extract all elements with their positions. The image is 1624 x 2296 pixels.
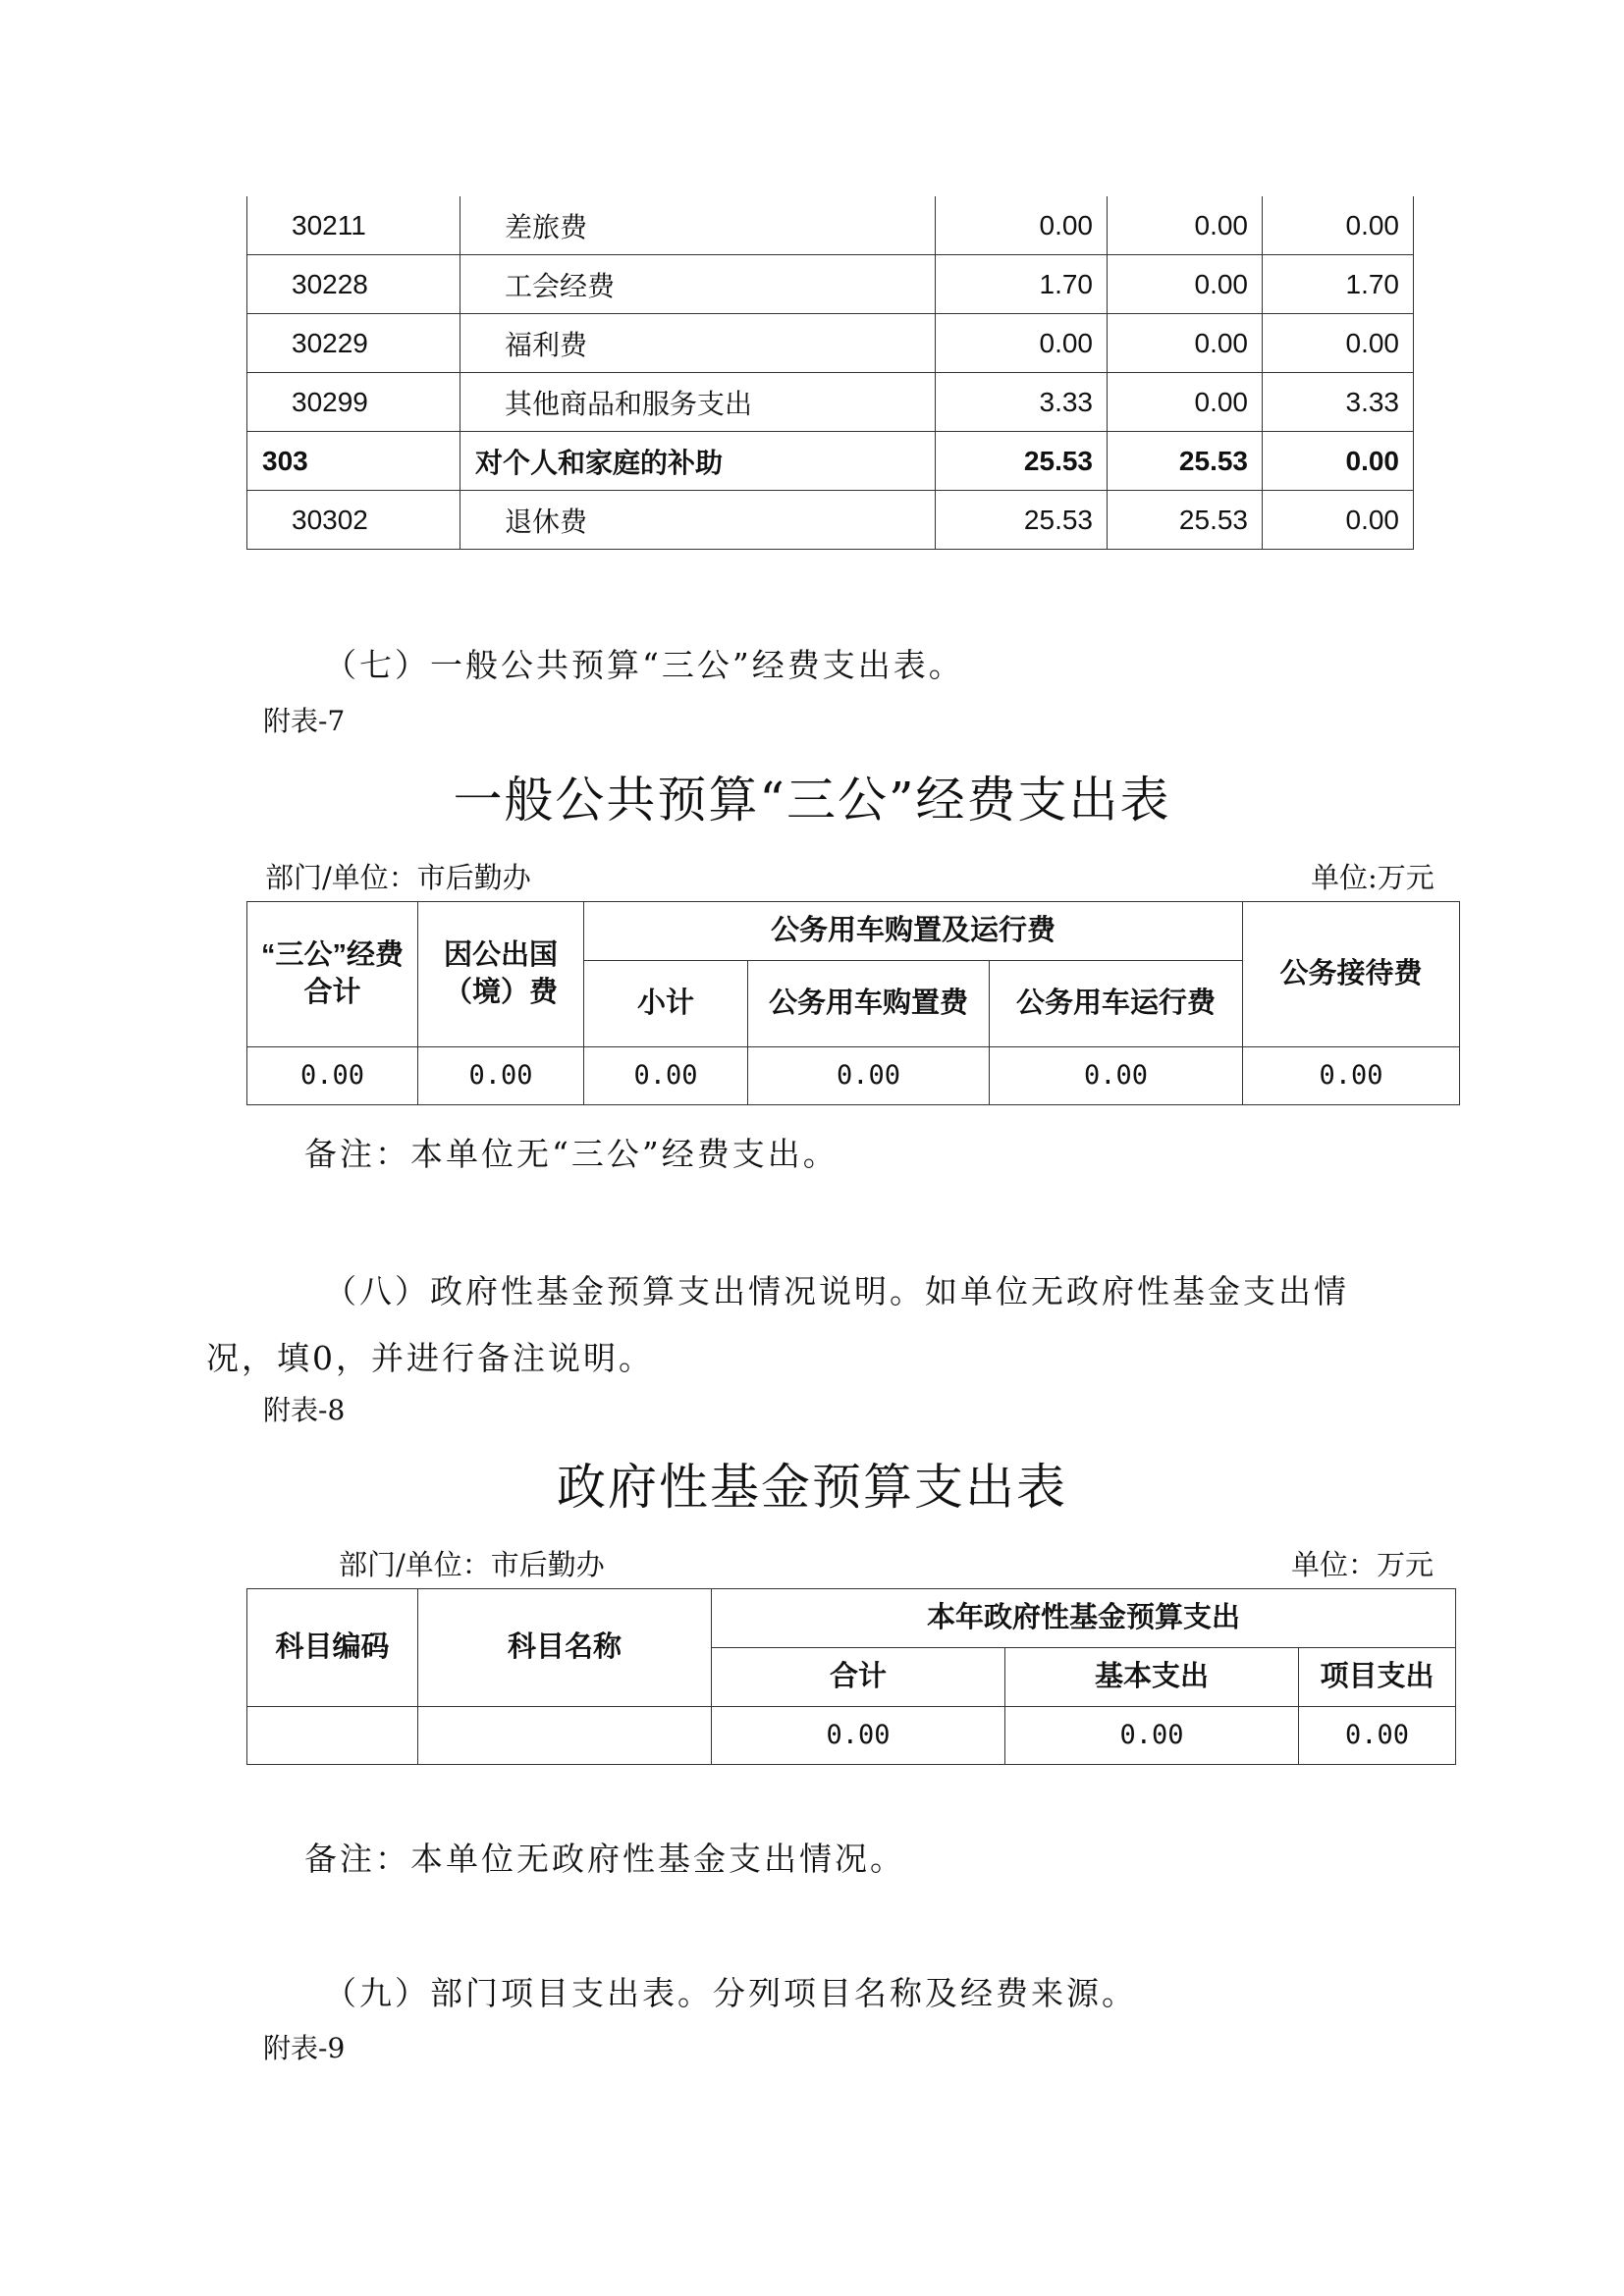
table-row — [247, 314, 1414, 373]
header-fund-basic: 基本支出 — [1005, 1648, 1299, 1707]
total-cell: 1.70 — [936, 255, 1108, 314]
basic-cell: 0.00 — [1108, 373, 1263, 432]
header-vehicle-operation: 公务用车运行费 — [990, 961, 1243, 1047]
total-cell: 0.00 — [936, 314, 1108, 373]
subject-code-cell: 30228 — [247, 255, 460, 314]
header-abroad: 因公出国（境）费 — [418, 902, 584, 1047]
project-cell: 1.70 — [1263, 255, 1414, 314]
header-subtotal: 小计 — [584, 961, 748, 1047]
value-abroad: 0.00 — [418, 1047, 584, 1105]
basic-cell: 25.53 — [1108, 432, 1263, 491]
expense-detail-table — [246, 196, 1414, 550]
value-subject-code — [247, 1707, 418, 1765]
table-row — [247, 432, 1414, 491]
basic-cell: 0.00 — [1108, 196, 1263, 255]
subject-name-cell: 福利费 — [460, 314, 936, 373]
table8-title: 政府性基金预算支出表 — [557, 1459, 1067, 1516]
table7-unit: 单位:万元 — [1311, 861, 1435, 894]
value-vehicle-operation: 0.00 — [990, 1047, 1243, 1105]
appendix-label-8: 附表-8 — [263, 1394, 346, 1426]
total-cell: 25.53 — [936, 491, 1108, 550]
project-cell: 0.00 — [1263, 491, 1414, 550]
subject-name-cell: 对个人和家庭的补助 — [460, 432, 936, 491]
table7-title: 一般公共预算“三公”经费支出表 — [453, 772, 1171, 828]
subject-name-cell: 工会经费 — [460, 255, 936, 314]
section8-heading-line1: （八）政府性基金预算支出情况说明。如单位无政府性基金支出情 — [324, 1272, 1349, 1310]
subject-name-cell: 差旅费 — [460, 196, 936, 255]
subject-code-cell: 30299 — [247, 373, 460, 432]
project-cell: 3.33 — [1263, 373, 1414, 432]
value-subject-name — [418, 1707, 712, 1765]
total-cell: 0.00 — [936, 196, 1108, 255]
basic-cell: 0.00 — [1108, 314, 1263, 373]
header-vehicle-group: 公务用车购置及运行费 — [584, 902, 1243, 961]
subject-code-cell: 30302 — [247, 491, 460, 550]
header-three-public-total: “三公”经费合计 — [247, 902, 418, 1047]
table8-note: 备注：本单位无政府性基金支出情况。 — [304, 1840, 905, 1878]
total-cell: 25.53 — [936, 432, 1108, 491]
basic-cell: 0.00 — [1108, 255, 1263, 314]
header-fund-project: 项目支出 — [1299, 1648, 1456, 1707]
subject-code-cell: 30211 — [247, 196, 460, 255]
project-cell: 0.00 — [1263, 196, 1414, 255]
header-fund-total: 合计 — [712, 1648, 1005, 1707]
header-fund-group: 本年政府性基金预算支出 — [712, 1589, 1456, 1648]
subject-name-cell: 退休费 — [460, 491, 936, 550]
value-fund-project: 0.00 — [1299, 1707, 1456, 1765]
appendix-label-7: 附表-7 — [263, 705, 346, 737]
table-row — [247, 196, 1414, 255]
section7-heading: （七）一般公共预算“三公”经费支出表。 — [324, 646, 964, 684]
appendix-label-9: 附表-9 — [263, 2032, 346, 2064]
table-row — [247, 373, 1414, 432]
header-reception: 公务接待费 — [1243, 902, 1460, 1047]
project-cell: 0.00 — [1263, 432, 1414, 491]
subject-name-cell: 其他商品和服务支出 — [460, 373, 936, 432]
section9-heading: （九）部门项目支出表。分列项目名称及经费来源。 — [324, 1974, 1137, 2012]
table7-dept: 部门/单位：市后勤办 — [265, 861, 531, 894]
government-fund-table — [246, 1588, 1456, 1765]
header-subject-name: 科目名称 — [418, 1589, 712, 1707]
total-cell: 3.33 — [936, 373, 1108, 432]
subject-code-cell: 30229 — [247, 314, 460, 373]
basic-cell: 25.53 — [1108, 491, 1263, 550]
table7-note: 备注：本单位无“三公”经费支出。 — [304, 1135, 839, 1173]
header-vehicle-purchase: 公务用车购置费 — [748, 961, 990, 1047]
value-reception: 0.00 — [1243, 1047, 1460, 1105]
section8-heading-line2: 况，填0，并进行备注说明。 — [206, 1339, 654, 1377]
table-row — [247, 491, 1414, 550]
table8-dept: 部门/单位：市后勤办 — [339, 1548, 605, 1581]
value-vehicle-purchase: 0.00 — [748, 1047, 990, 1105]
project-cell: 0.00 — [1263, 314, 1414, 373]
header-subject-code: 科目编码 — [247, 1589, 418, 1707]
value-total: 0.00 — [247, 1047, 418, 1105]
value-fund-basic: 0.00 — [1005, 1707, 1299, 1765]
value-subtotal: 0.00 — [584, 1047, 748, 1105]
table-row — [247, 255, 1414, 314]
table8-unit: 单位：万元 — [1291, 1548, 1435, 1581]
subject-code-cell: 303 — [247, 432, 460, 491]
value-fund-total: 0.00 — [712, 1707, 1005, 1765]
three-public-expense-table — [246, 901, 1460, 1105]
